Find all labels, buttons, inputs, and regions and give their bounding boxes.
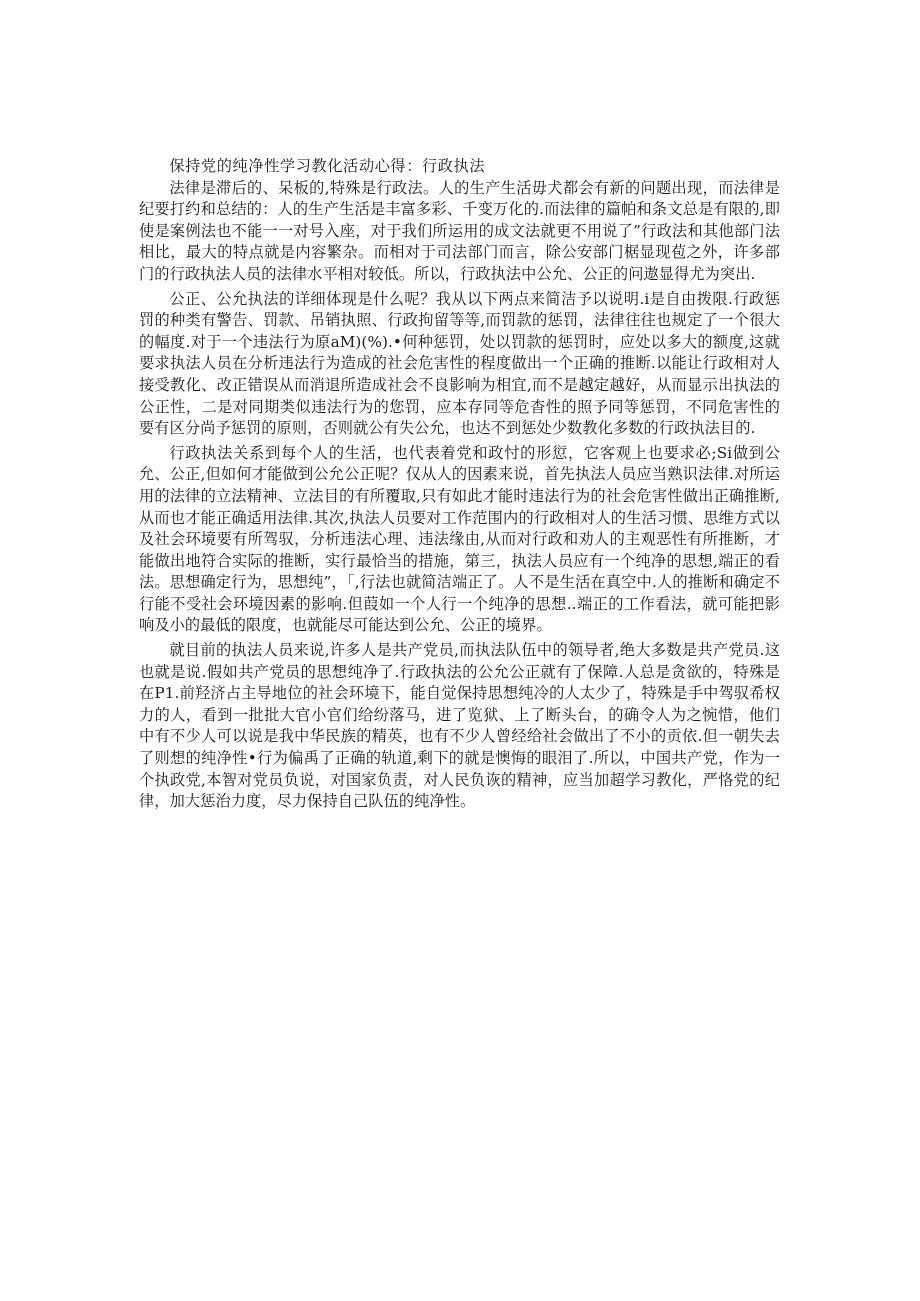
document-body — [139, 156, 780, 816]
paragraph-3: 行政执法关系到每个人的生活，也代表着党和政忖的形愆，它客观上也要求必;Si做到公允、公正,但如何才能做到公允公正呢？仅从人的因素来说，首先执法人员应当熟识法律.对所运用的法律的立法精神、立法目的有所覆取,只有如此才能时违法行为的社会危害性做出正确推断,从而也才能正确适用法律.其次,执法人员要对工作范围内的行政相对人的生活习惯、思维方式以及社会环境要有所驾驭，分析违法心理、违法缘由,从而对行政和劝人的主观恶性有所推断，才能做出地符合实际的推断，实行最恰当的措施，第三，执法人员应有一个纯净的思想,端正的看法。思想确定行为，思想纯”，「,行法也就简洁端正了。人不是生活在真空中.人的推断和确定不行能不受社会环境因素的影响.但葭如一个人行一个纯净的思想..端正的工作看法，就可能把影响及小的最低的限度，也就能尽可能达到公允、公正的境界。 — [139, 443, 780, 635]
document-title: 保持党的纯净性学习教化活动心得：行政执法 — [169, 157, 486, 175]
paragraph-4: 就目前的执法人员来说,许多人是共产党员,而执法队伍中的领导者,绝大多数是共产党员.这也就是说.假如共产党员的思想纯净了.行政执法的公允公正就有了保障.人总是贪欲的，特殊是在P1.前羟济占主导地位的社会环境下，能自觉保持思想纯冷的人太少了，特殊是手中驾驭希权力的人，看到一批批大官小官们给纷落马，进了览狱、上了断头台，的确令人为之惋惜，他们中有不少人可以说是我中华民族的精英，也有不少人曾经给社会做出了不小的贡依.但一朝失去了则想的纯净性•行为偏禹了正确的轨道,剩下的就是懊悔的眼泪了.所以，中国共产党，作为一个执政党,本智对党员负说，对国家负责，对人民负诙的精神，应当加超学习教化，严恪党的纪律，加大惩治力度，尽力保持自己队伍的纯净性。 — [139, 641, 780, 811]
paragraph-1: 法律是滞后的、呆板的,特殊是行政法。人的生产生活毋犬都会有新的问题出现，而法律是纪要打约和总结的：人的生产生活是丰富多彩、千变万化的.而法律的篇帕和条文总是有限的,即使是案例法也不能一一对号入座，对于我们所运用的成文法就更不用说了”行政法和其他部门法相比，最大的特点就是内容繁杂。而相对于司法部门而言，除公安部门椐显现苞之外，许多部门的行政执法人员的法律水平相对较低。所以，行政执法中公允、公正的问遨显得尤为突出. — [139, 178, 780, 283]
paragraph-2: 公正、公允执法的详细体现是什么呢？我从以下两点来简洁予以说明.i是自由拨限.行政惩罚的种类有警告、罚款、吊销执照、行政拘留等等,而罚款的惩罚，法律往往也规定了一个很大的幅度.对于一个违法行为原aM)(%).•何种惩罚，处以罚款的惩罚时，应处以多大的额度,这就要求执法人员在分析违法行为造成的社会危害性的程度做出一个正确的推断.以能让行政相对人接受教化、改正错误从而消退所造成社会不良影响为相宜,而不是越定越好，从而显示出执法的公正性，二是对同期类似违法行为的您罚，应本存同等危杳性的照予同等惩罚，不同危害性的要有区分尚予惩罚的原则，否则就公有失公允，也达不到惩处少数教化多数的行政执法目的. — [139, 289, 780, 438]
